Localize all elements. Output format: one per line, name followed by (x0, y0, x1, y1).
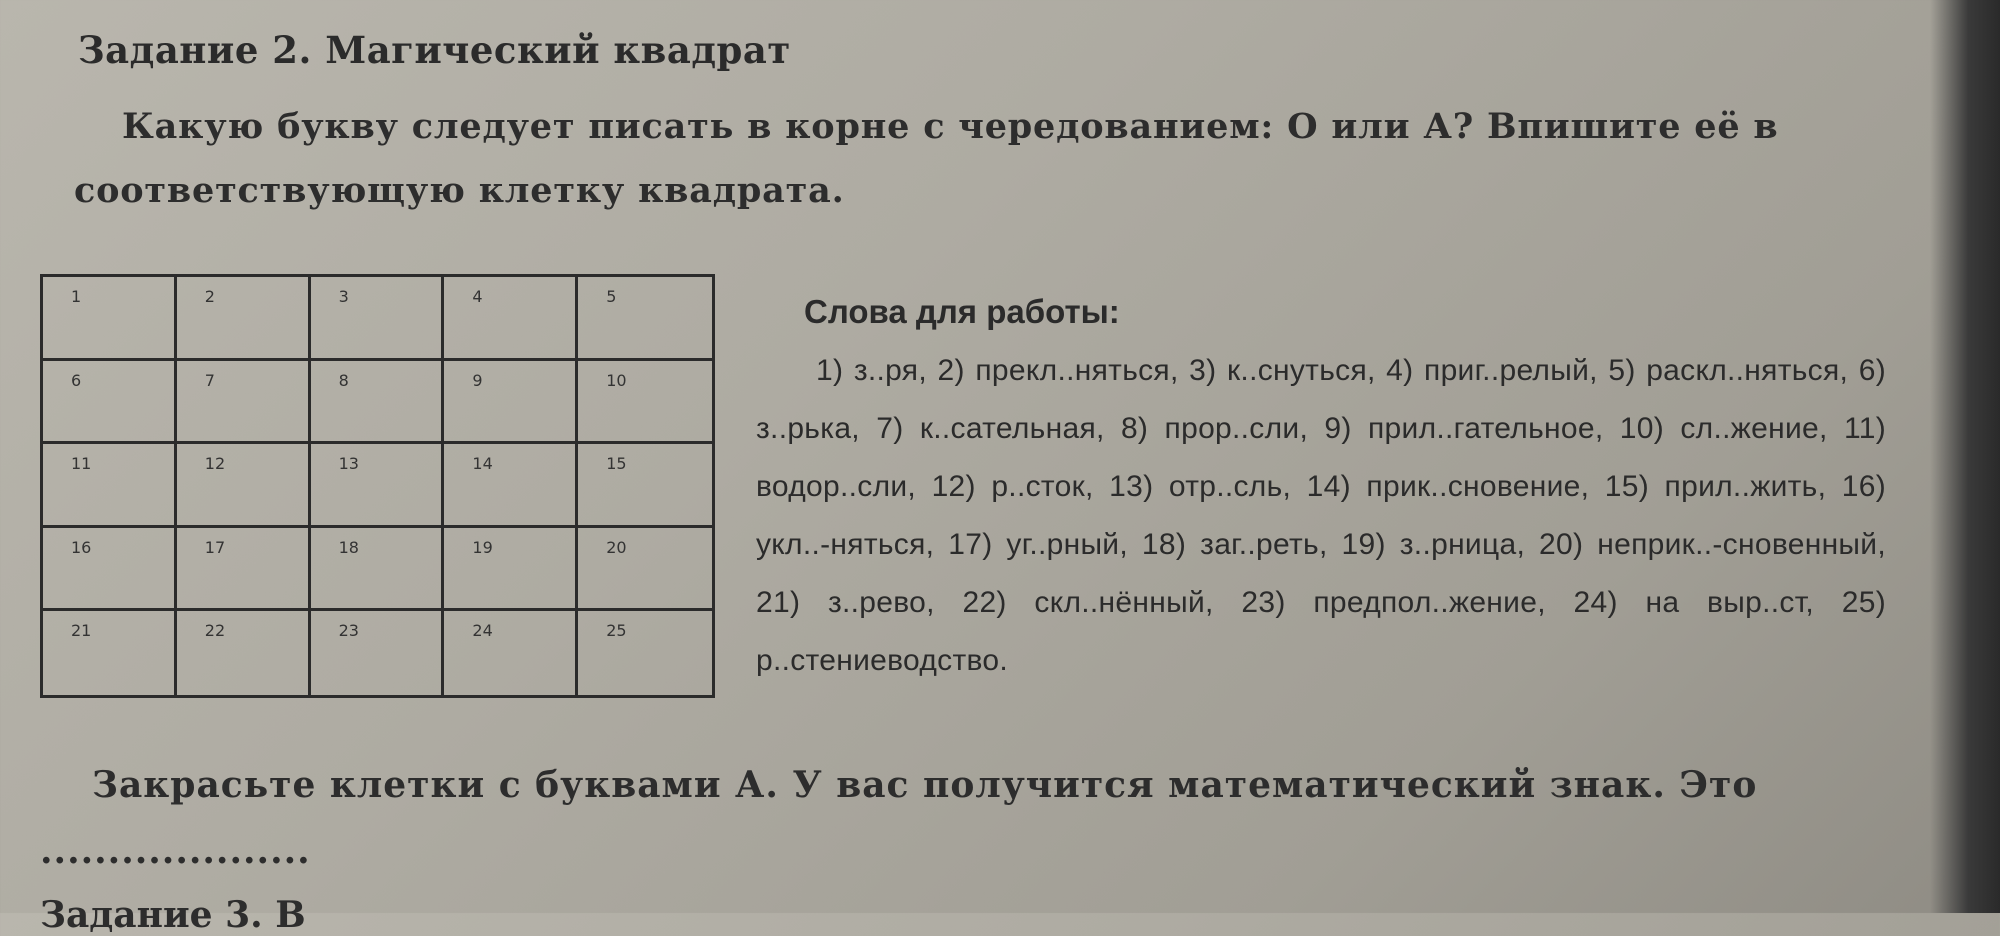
grid-cell[interactable] (177, 277, 311, 361)
cell-number: 9 (472, 370, 483, 390)
grid-cell[interactable] (43, 611, 177, 695)
cell-number: 8 (338, 370, 349, 390)
grid-cell[interactable] (177, 611, 311, 695)
grid-cell[interactable] (311, 611, 445, 695)
grid-cell[interactable] (177, 361, 311, 445)
grid-cell[interactable] (311, 361, 445, 445)
grid-cell[interactable] (311, 528, 445, 612)
grid-cell[interactable] (444, 444, 578, 528)
grid-cell[interactable] (444, 361, 578, 445)
cell-number: 2 (204, 287, 215, 306)
cell-number: 1 (71, 287, 82, 306)
grid-cell[interactable] (578, 611, 712, 695)
grid-cell[interactable] (177, 444, 311, 528)
cell-number: 12 (204, 454, 226, 474)
cell-number: 4 (472, 287, 483, 306)
cell-number: 20 (606, 537, 627, 557)
cell-number: 11 (71, 454, 92, 474)
grid-cell[interactable] (43, 444, 177, 528)
task-instruction: Какую букву следует писать в корне с чередованием: О или А? Впишите её в соответствующую клетку квадрата. (74, 106, 1779, 211)
cell-number: 7 (204, 370, 215, 390)
grid-cell[interactable] (578, 528, 712, 612)
page-edge-shadow (1930, 0, 2000, 913)
cell-number: 19 (472, 537, 493, 557)
cell-number: 13 (338, 454, 359, 474)
cell-number: 14 (472, 454, 493, 474)
cell-number: 21 (71, 621, 92, 641)
grid-cell[interactable] (43, 361, 177, 445)
grid-cell[interactable] (578, 361, 712, 445)
grid-cell[interactable] (444, 277, 578, 361)
word-list-text: 1) з..ря, 2) прекл..няться, 3) к..снуться, 4) приг..релый, 5) раскл..няться, 6) з..рька, 7) к..сательная, 8) прор..сли, 9) прил..гательное, 10) сл..жение, 11) водор..сли, 12) р..сток, 13) отр..сль, 14) прик..сновение, 15) прил..жить, 16) укл..-няться, 17) уг..рный, 18) заг..реть, 19) з..рница, 20) неприк..-сновенный, 21) з..рево, 22) скл..нённый, 23) предпол..жение, 24) на выр..ст, 25) р..стениеводство. (756, 354, 1886, 677)
cell-number: 17 (204, 537, 226, 557)
grid-cell[interactable] (444, 611, 578, 695)
cell-number: 15 (606, 454, 627, 474)
word-list-heading: Слова для работы: (804, 293, 1120, 330)
conclusion-text: Закрасьте клетки с буквами А. У вас получится математический знак. Это .................... (40, 764, 1758, 872)
cell-number: 25 (606, 621, 627, 641)
cell-number: 18 (338, 537, 359, 557)
grid-cell[interactable] (311, 277, 445, 361)
grid-cell[interactable] (444, 528, 578, 612)
next-task-fragment: Задание 3. В (40, 894, 306, 936)
grid-cell[interactable] (311, 444, 445, 528)
grid-cell[interactable] (177, 528, 311, 612)
grid-cell[interactable] (578, 444, 712, 528)
cell-number: 23 (338, 621, 359, 641)
cell-number: 22 (204, 621, 226, 641)
grid-cell[interactable] (43, 277, 177, 361)
cell-number: 24 (472, 621, 493, 641)
cell-number: 10 (606, 370, 627, 390)
cell-number: 16 (71, 537, 92, 557)
magic-square-grid (40, 274, 715, 698)
task-title: Задание 2. Магический квадрат (78, 28, 791, 72)
word-list-section (756, 282, 1886, 690)
cell-number: 3 (338, 287, 349, 306)
grid-cell[interactable] (43, 528, 177, 612)
cell-number: 5 (606, 287, 617, 306)
cell-number: 6 (71, 370, 82, 390)
grid-cell[interactable] (578, 277, 712, 361)
